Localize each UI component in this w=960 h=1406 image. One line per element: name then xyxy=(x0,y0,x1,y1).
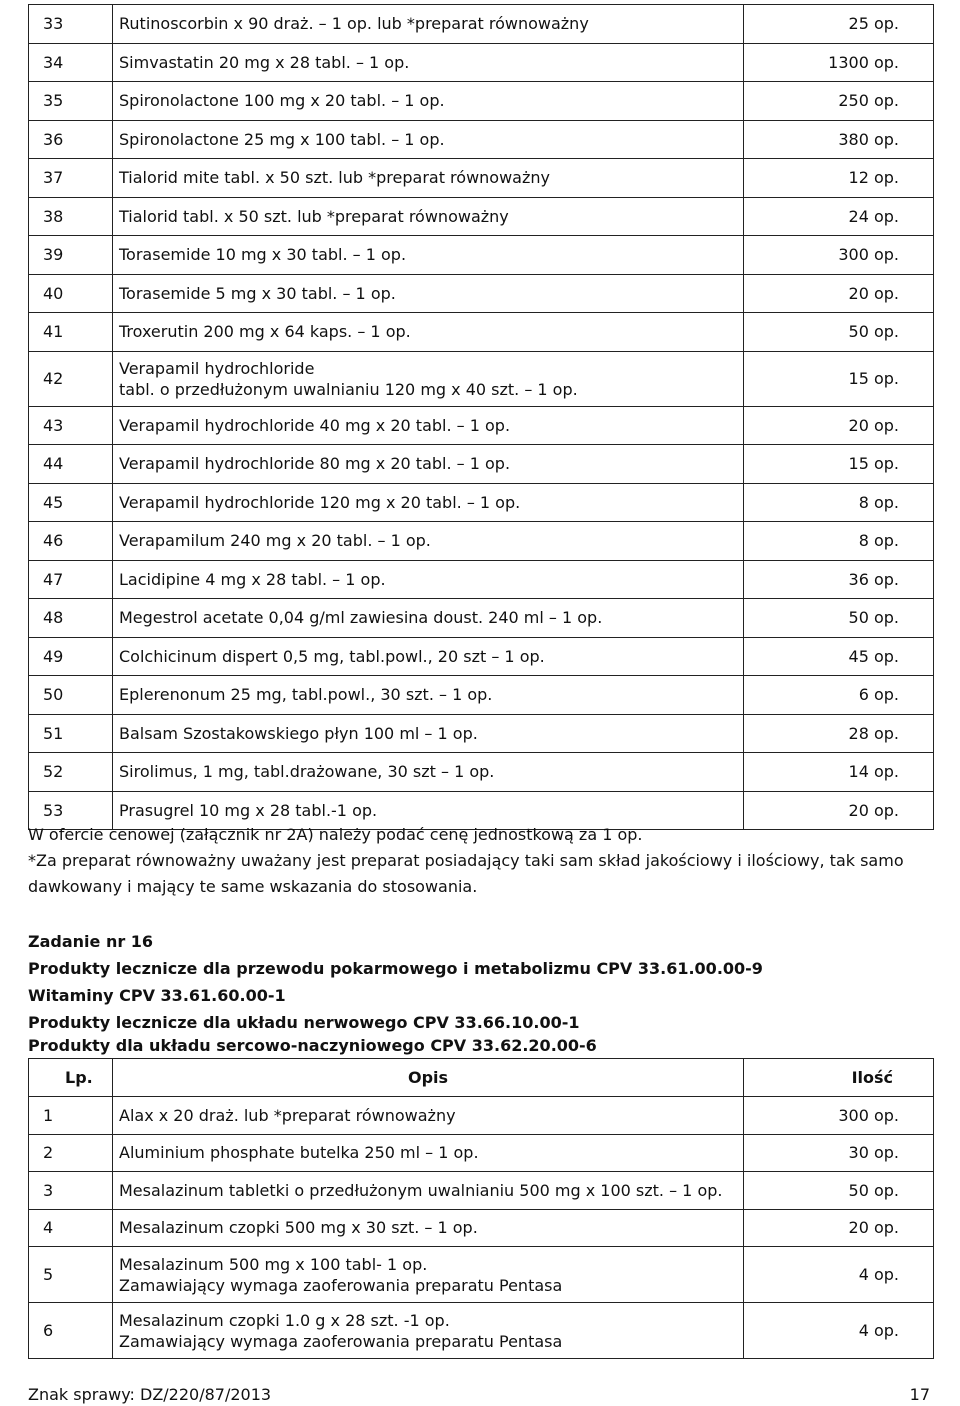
table-row xyxy=(29,274,934,313)
row-number: 35 xyxy=(29,82,113,121)
row-quantity: 24 op. xyxy=(744,197,934,236)
row-quantity: 250 op. xyxy=(744,82,934,121)
row-description: Spironolactone 100 mg x 20 tabl. – 1 op. xyxy=(113,82,744,121)
row-number: 52 xyxy=(29,753,113,792)
row-number: 51 xyxy=(29,714,113,753)
row-number: 43 xyxy=(29,406,113,445)
description-line-2: Zamawiający wymaga zaoferowania preparatu Pentasa xyxy=(119,1331,563,1351)
page-number: 17 xyxy=(909,1385,930,1404)
row-quantity: 50 op. xyxy=(744,599,934,638)
row-quantity: 36 op. xyxy=(744,560,934,599)
row-quantity: 50 op. xyxy=(744,1172,934,1210)
header-opis: Opis xyxy=(113,1059,744,1097)
row-description: Tialorid mite tabl. x 50 szt. lub *preparat równoważny xyxy=(113,159,744,198)
description-line-1: Mesalazinum 500 mg x 100 tabl- 1 op. xyxy=(119,1254,428,1274)
table-row xyxy=(29,43,934,82)
row-number: 1 xyxy=(29,1097,113,1135)
description-line-1: Verapamil hydrochloride xyxy=(119,358,315,378)
row-number: 6 xyxy=(29,1303,113,1359)
table-row xyxy=(29,676,934,715)
row-description: Aluminium phosphate butelka 250 ml – 1 op. xyxy=(113,1134,744,1172)
row-description xyxy=(113,1247,744,1303)
row-description: Verapamil hydrochloride 120 mg x 20 tabl. – 1 op. xyxy=(113,483,744,522)
row-number: 3 xyxy=(29,1172,113,1210)
row-quantity: 8 op. xyxy=(744,522,934,561)
row-number: 49 xyxy=(29,637,113,676)
cpv-heading-vitamins: Witaminy CPV 33.61.60.00-1 xyxy=(28,986,286,1005)
row-quantity: 1300 op. xyxy=(744,43,934,82)
table-row xyxy=(29,599,934,638)
row-description: Alax x 20 draż. lub *preparat równoważny xyxy=(113,1097,744,1135)
row-description: Balsam Szostakowskiego płyn 100 ml – 1 op. xyxy=(113,714,744,753)
description-line-2: tabl. o przedłużonym uwalnianiu 120 mg x 40 szt. – 1 op. xyxy=(119,379,578,399)
table-header-row xyxy=(29,1059,934,1097)
row-description: Torasemide 5 mg x 30 tabl. – 1 op. xyxy=(113,274,744,313)
cpv-heading-digestive: Produkty lecznicze dla przewodu pokarmowego i metabolizmu CPV 33.61.00.00-9 xyxy=(28,959,763,978)
row-number: 33 xyxy=(29,5,113,44)
row-quantity: 28 op. xyxy=(744,714,934,753)
row-quantity: 20 op. xyxy=(744,274,934,313)
row-description: Colchicinum dispert 0,5 mg, tabl.powl., 20 szt – 1 op. xyxy=(113,637,744,676)
table-row xyxy=(29,197,934,236)
description-line-1: Mesalazinum czopki 1.0 g x 28 szt. -1 op. xyxy=(119,1310,450,1330)
row-number: 50 xyxy=(29,676,113,715)
table-row xyxy=(29,82,934,121)
price-note: W ofercie cenowej (załącznik nr 2A) należy podać cenę jednostkową za 1 op. xyxy=(28,825,643,844)
row-description: Prasugrel 10 mg x 28 tabl.-1 op. xyxy=(113,791,744,830)
row-quantity: 25 op. xyxy=(744,5,934,44)
row-quantity: 15 op. xyxy=(744,445,934,484)
row-description: Mesalazinum czopki 500 mg x 30 szt. – 1 op. xyxy=(113,1209,744,1247)
equivalent-note: *Za preparat równoważny uważany jest preparat posiadający taki sam skład jakościowy i ilościowy, tak samo dawkowany i mający te same wskazania do stosowania. xyxy=(28,851,904,896)
table-row xyxy=(29,637,934,676)
task-title: Zadanie nr 16 xyxy=(28,932,154,951)
row-number: 45 xyxy=(29,483,113,522)
table-row xyxy=(29,1303,934,1359)
row-description: Mesalazinum tabletki o przedłużonym uwalnianiu 500 mg x 100 szt. – 1 op. xyxy=(113,1172,744,1210)
row-number: 39 xyxy=(29,236,113,275)
row-description: Lacidipine 4 mg x 28 tabl. – 1 op. xyxy=(113,560,744,599)
row-number: 4 xyxy=(29,1209,113,1247)
table-row xyxy=(29,406,934,445)
row-quantity: 15 op. xyxy=(744,351,934,406)
row-number: 44 xyxy=(29,445,113,484)
row-description: Rutinoscorbin x 90 draż. – 1 op. lub *preparat równoważny xyxy=(113,5,744,44)
row-number: 42 xyxy=(29,351,113,406)
row-number: 48 xyxy=(29,599,113,638)
row-quantity: 20 op. xyxy=(744,406,934,445)
row-quantity: 50 op. xyxy=(744,313,934,352)
row-number: 40 xyxy=(29,274,113,313)
row-description: Eplerenonum 25 mg, tabl.powl., 30 szt. – 1 op. xyxy=(113,676,744,715)
table-row xyxy=(29,1172,934,1210)
row-quantity: 30 op. xyxy=(744,1134,934,1172)
row-number: 41 xyxy=(29,313,113,352)
row-number: 2 xyxy=(29,1134,113,1172)
row-quantity: 4 op. xyxy=(744,1303,934,1359)
table-row xyxy=(29,5,934,44)
row-quantity: 14 op. xyxy=(744,753,934,792)
row-number: 34 xyxy=(29,43,113,82)
table-row xyxy=(29,1209,934,1247)
row-quantity: 300 op. xyxy=(744,1097,934,1135)
table-row xyxy=(29,1134,934,1172)
table-row xyxy=(29,1247,934,1303)
row-description: Troxerutin 200 mg x 64 kaps. – 1 op. xyxy=(113,313,744,352)
task16-products-table xyxy=(28,1058,934,1359)
row-quantity: 4 op. xyxy=(744,1247,934,1303)
table-row xyxy=(29,560,934,599)
row-number: 5 xyxy=(29,1247,113,1303)
row-description xyxy=(113,351,744,406)
row-number: 37 xyxy=(29,159,113,198)
row-description: Torasemide 10 mg x 30 tabl. – 1 op. xyxy=(113,236,744,275)
row-description xyxy=(113,1303,744,1359)
cpv-heading-cardio: Produkty dla układu sercowo-naczyniowego CPV 33.62.20.00-6 xyxy=(28,1036,597,1055)
row-quantity: 300 op. xyxy=(744,236,934,275)
products-table-continued xyxy=(28,4,934,830)
table-row xyxy=(29,1097,934,1135)
header-lp: Lp. xyxy=(29,1059,113,1097)
table-row xyxy=(29,753,934,792)
table-row xyxy=(29,351,934,406)
table-row xyxy=(29,445,934,484)
row-number: 36 xyxy=(29,120,113,159)
row-quantity: 45 op. xyxy=(744,637,934,676)
case-number: Znak sprawy: DZ/220/87/2013 xyxy=(28,1385,272,1404)
row-number: 38 xyxy=(29,197,113,236)
header-ilosc: Ilość xyxy=(744,1059,934,1097)
row-description: Verapamil hydrochloride 40 mg x 20 tabl. – 1 op. xyxy=(113,406,744,445)
table-row xyxy=(29,714,934,753)
table-row xyxy=(29,120,934,159)
row-description: Verapamil hydrochloride 80 mg x 20 tabl. – 1 op. xyxy=(113,445,744,484)
row-description: Sirolimus, 1 mg, tabl.drażowane, 30 szt – 1 op. xyxy=(113,753,744,792)
row-number: 47 xyxy=(29,560,113,599)
description-line-2: Zamawiający wymaga zaoferowania preparatu Pentasa xyxy=(119,1275,563,1295)
row-quantity: 6 op. xyxy=(744,676,934,715)
row-quantity: 20 op. xyxy=(744,1209,934,1247)
row-quantity: 12 op. xyxy=(744,159,934,198)
cpv-heading-nervous: Produkty lecznicze dla układu nerwowego CPV 33.66.10.00-1 xyxy=(28,1013,580,1032)
page-footer xyxy=(28,1385,930,1405)
row-description: Tialorid tabl. x 50 szt. lub *preparat równoważny xyxy=(113,197,744,236)
row-quantity: 380 op. xyxy=(744,120,934,159)
row-quantity: 8 op. xyxy=(744,483,934,522)
table-row xyxy=(29,522,934,561)
row-quantity: 20 op. xyxy=(744,791,934,830)
table-row xyxy=(29,159,934,198)
row-number: 53 xyxy=(29,791,113,830)
row-description: Spironolactone 25 mg x 100 tabl. – 1 op. xyxy=(113,120,744,159)
table-row xyxy=(29,313,934,352)
table-row xyxy=(29,483,934,522)
row-description: Verapamilum 240 mg x 20 tabl. – 1 op. xyxy=(113,522,744,561)
row-description: Megestrol acetate 0,04 g/ml zawiesina doust. 240 ml – 1 op. xyxy=(113,599,744,638)
row-description: Simvastatin 20 mg x 28 tabl. – 1 op. xyxy=(113,43,744,82)
table-row xyxy=(29,236,934,275)
row-number: 46 xyxy=(29,522,113,561)
